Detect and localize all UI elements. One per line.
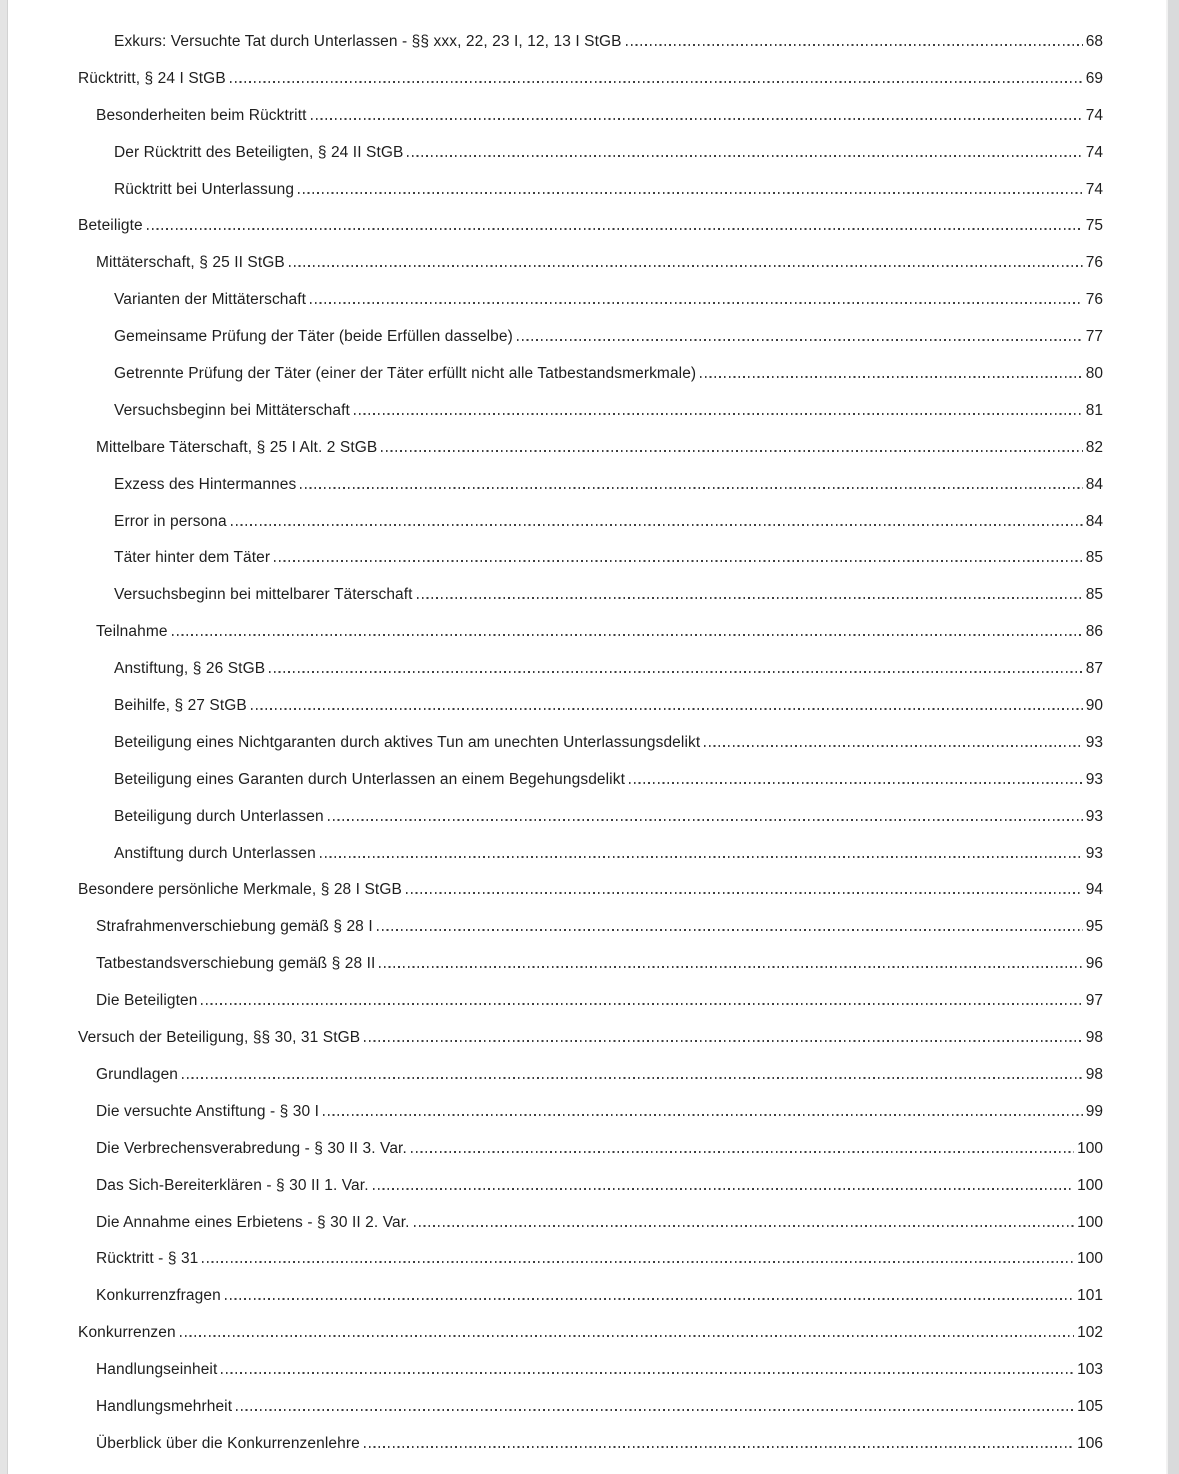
toc-entry-label[interactable]: Rücktritt bei Unterlassung <box>114 180 295 198</box>
dotted-leader <box>225 1298 1074 1300</box>
dotted-leader <box>364 1446 1074 1448</box>
toc-entry-label[interactable]: Getrennte Prüfung der Täter (einer der Täter erfüllt nicht alle Tatbestandsmerkmale) <box>114 365 697 383</box>
toc-entry[interactable] <box>78 688 1103 725</box>
dotted-leader <box>310 302 1083 304</box>
toc-page-number: 76 <box>1085 254 1103 272</box>
toc-page-number: 95 <box>1085 918 1103 936</box>
toc-entry-label[interactable]: Error in persona <box>114 512 227 530</box>
toc-entry-label[interactable]: Besondere persönliche Merkmale, § 28 I StGB <box>78 881 402 899</box>
toc-page-number: 102 <box>1077 1324 1103 1342</box>
toc-entry[interactable] <box>78 872 1103 909</box>
toc-entry[interactable] <box>78 1389 1103 1426</box>
dotted-leader <box>311 118 1083 120</box>
toc-entry[interactable] <box>78 504 1103 541</box>
toc-entry-label[interactable]: Handlungsmehrheit <box>96 1397 233 1415</box>
toc-entry[interactable] <box>78 1352 1103 1389</box>
toc-entry-label[interactable]: Exzess des Hintermannes <box>114 475 297 493</box>
toc-page-number: 101 <box>1077 1287 1103 1305</box>
toc-entry-label[interactable]: Konkurrenzfragen <box>96 1287 221 1305</box>
toc-entry[interactable] <box>78 1426 1103 1463</box>
toc-page-number: 100 <box>1077 1176 1103 1194</box>
toc-entry[interactable] <box>78 1020 1103 1057</box>
toc-entry[interactable] <box>78 98 1103 135</box>
toc-page-number: 69 <box>1085 69 1103 87</box>
toc-page-number: 99 <box>1085 1102 1103 1120</box>
toc-entry-label[interactable]: Exkurs: Versuchte Tat durch Unterlassen - §§ xxx, 22, 23 I, 12, 13 I StGB <box>114 33 622 50</box>
toc-entry-label[interactable]: Rücktritt, § 24 I StGB <box>78 69 226 87</box>
toc-entry-label[interactable]: Beteiligte <box>78 217 143 235</box>
toc-page-number: 75 <box>1085 217 1103 235</box>
toc-entry[interactable] <box>78 135 1103 172</box>
dotted-leader <box>414 1225 1075 1227</box>
toc-entry[interactable] <box>78 1315 1103 1352</box>
table-of-contents <box>78 24 1103 1463</box>
toc-entry-label[interactable]: Beteiligung durch Unterlassen <box>114 807 324 825</box>
dotted-leader <box>230 81 1083 83</box>
toc-entry[interactable] <box>78 1205 1103 1242</box>
dotted-leader <box>251 708 1083 710</box>
toc-page-number: 85 <box>1085 586 1103 604</box>
toc-entry-label[interactable]: Mittelbare Täterschaft, § 25 I Alt. 2 StGB <box>96 438 378 456</box>
toc-entry-label[interactable]: Beteiligung eines Garanten durch Unterlassen an einem Begehungsdelikt <box>114 770 625 788</box>
toc-page-number: 93 <box>1085 807 1103 825</box>
toc-page-number: 87 <box>1085 660 1103 678</box>
toc-entry-label[interactable]: Die versuchte Anstiftung - § 30 I <box>96 1102 320 1120</box>
dotted-leader <box>300 487 1082 489</box>
toc-entry-label[interactable]: Versuchsbeginn bei mittelbarer Täterschaft <box>114 586 413 604</box>
toc-page-number: 68 <box>1085 33 1103 50</box>
toc-entry[interactable] <box>78 1241 1103 1278</box>
toc-entry[interactable] <box>78 245 1103 282</box>
toc-entry[interactable] <box>78 946 1103 983</box>
toc-page-number: 86 <box>1085 623 1103 641</box>
toc-entry-label[interactable]: Grundlagen <box>96 1065 179 1083</box>
dotted-leader <box>298 192 1083 194</box>
toc-entry-label[interactable]: Rücktritt - § 31 <box>96 1250 199 1268</box>
dotted-leader <box>517 339 1083 341</box>
toc-entry-label[interactable]: Versuch der Beteiligung, §§ 30, 31 StGB <box>78 1029 361 1047</box>
page-edge-right[interactable] <box>1166 0 1179 1474</box>
dotted-leader <box>407 155 1082 157</box>
toc-entry-label[interactable]: Besonderheiten beim Rücktritt <box>96 106 307 124</box>
toc-page-number: 96 <box>1085 955 1103 973</box>
document-page <box>8 0 1166 1474</box>
toc-entry[interactable] <box>78 208 1103 245</box>
toc-entry-label[interactable]: Überblick über die Konkurrenzenlehre <box>96 1434 360 1452</box>
toc-page-number: 74 <box>1085 143 1103 161</box>
toc-entry[interactable] <box>78 799 1103 836</box>
dotted-leader <box>201 1003 1082 1005</box>
toc-entry-label[interactable]: Die Beteiligten <box>96 992 198 1010</box>
dotted-leader <box>373 1188 1075 1190</box>
toc-entry-label[interactable]: Beteiligung eines Nichtgaranten durch aktives Tun am unechten Unterlassungsdelikt <box>114 733 701 751</box>
toc-entry-label[interactable]: Versuchsbeginn bei Mittäterschaft <box>114 401 350 419</box>
dotted-leader <box>182 1077 1083 1079</box>
toc-page-number: 90 <box>1085 697 1103 715</box>
toc-entry[interactable] <box>78 762 1103 799</box>
toc-entry[interactable] <box>78 540 1103 577</box>
dotted-leader <box>147 228 1083 230</box>
toc-page-number: 100 <box>1077 1139 1103 1157</box>
toc-page-number: 105 <box>1077 1397 1103 1415</box>
dotted-leader <box>274 560 1083 562</box>
toc-entry-label[interactable]: Das Sich-Bereiterklären - § 30 II 1. Var. <box>96 1176 369 1194</box>
toc-entry-label[interactable]: Mittäterschaft, § 25 II StGB <box>96 254 285 272</box>
dotted-leader <box>320 856 1083 858</box>
toc-page-number: 77 <box>1085 328 1103 346</box>
toc-entry[interactable] <box>78 1278 1103 1315</box>
dotted-leader <box>328 819 1083 821</box>
dotted-leader <box>379 966 1082 968</box>
dotted-leader <box>323 1114 1083 1116</box>
toc-entry-label[interactable]: Die Annahme eines Erbietens - § 30 II 2. Var. <box>96 1213 410 1231</box>
toc-entry-label[interactable]: Täter hinter dem Täter <box>114 549 271 567</box>
dotted-leader <box>172 634 1083 636</box>
toc-entry-label[interactable]: Anstiftung durch Unterlassen <box>114 844 316 862</box>
toc-page-number: 80 <box>1085 365 1103 383</box>
toc-entry[interactable] <box>78 1168 1103 1205</box>
toc-entry[interactable] <box>78 356 1103 393</box>
dotted-leader <box>377 929 1083 931</box>
toc-entry-label[interactable]: Konkurrenzen <box>78 1324 176 1342</box>
dotted-leader <box>417 597 1083 599</box>
toc-entry[interactable] <box>78 430 1103 467</box>
dotted-leader <box>381 450 1082 452</box>
toc-page-number: 94 <box>1085 881 1103 899</box>
dotted-leader <box>231 524 1083 526</box>
toc-entry[interactable] <box>78 836 1103 873</box>
toc-entry[interactable] <box>78 172 1103 209</box>
toc-page-number: 100 <box>1077 1213 1103 1231</box>
toc-entry[interactable] <box>78 24 1103 61</box>
toc-entry-label[interactable]: Gemeinsame Prüfung der Täter (beide Erfüllen dasselbe) <box>114 328 513 346</box>
toc-entry-label[interactable]: Teilnahme <box>96 623 168 641</box>
toc-entry[interactable] <box>78 651 1103 688</box>
toc-page-number: 103 <box>1077 1361 1103 1379</box>
dotted-leader <box>202 1261 1074 1263</box>
toc-page-number: 85 <box>1085 549 1103 567</box>
toc-page-number: 97 <box>1085 992 1103 1010</box>
dotted-leader <box>221 1372 1074 1374</box>
dotted-leader <box>364 1040 1083 1042</box>
toc-entry[interactable] <box>78 1057 1103 1094</box>
toc-entry-label[interactable]: Tatbestandsverschiebung gemäß § 28 II <box>96 955 376 973</box>
toc-entry[interactable] <box>78 577 1103 614</box>
toc-page-number: 84 <box>1085 475 1103 493</box>
toc-entry-label[interactable]: Der Rücktritt des Beteiligten, § 24 II StGB <box>114 143 404 161</box>
page-edge-left <box>0 0 8 1474</box>
toc-entry-label[interactable]: Handlungseinheit <box>96 1361 218 1379</box>
toc-page-number: 98 <box>1085 1029 1103 1047</box>
toc-entry-label[interactable]: Die Verbrechensverabredung - § 30 II 3. Var. <box>96 1139 407 1157</box>
toc-entry[interactable] <box>78 983 1103 1020</box>
toc-entry[interactable] <box>78 61 1103 98</box>
toc-page-number: 74 <box>1085 106 1103 124</box>
dotted-leader <box>236 1409 1074 1411</box>
toc-page-number: 76 <box>1085 291 1103 309</box>
dotted-leader <box>289 265 1083 267</box>
toc-entry[interactable] <box>78 614 1103 651</box>
toc-entry[interactable] <box>78 282 1103 319</box>
toc-page-number: 81 <box>1085 401 1103 419</box>
toc-entry[interactable] <box>78 319 1103 356</box>
toc-page-number: 74 <box>1085 180 1103 198</box>
toc-page-number: 93 <box>1085 733 1103 751</box>
toc-entry[interactable] <box>78 467 1103 504</box>
dotted-leader <box>704 745 1083 747</box>
toc-entry[interactable] <box>78 725 1103 762</box>
toc-entry[interactable] <box>78 393 1103 430</box>
toc-page-number: 93 <box>1085 844 1103 862</box>
toc-page-number: 93 <box>1085 770 1103 788</box>
toc-entry[interactable] <box>78 1094 1103 1131</box>
dotted-leader <box>700 376 1083 378</box>
toc-entry-label[interactable]: Anstiftung, § 26 StGB <box>114 660 266 678</box>
toc-entry-label[interactable]: Strafrahmenverschiebung gemäß § 28 I <box>96 918 373 936</box>
toc-page-number: 100 <box>1077 1250 1103 1268</box>
toc-page-number: 106 <box>1077 1434 1103 1452</box>
toc-entry-label[interactable]: Varianten der Mittäterschaft <box>114 291 307 309</box>
toc-page-number: 98 <box>1085 1065 1103 1083</box>
toc-page-number: 82 <box>1085 438 1103 456</box>
toc-entry-label[interactable]: Beihilfe, § 27 StGB <box>114 697 247 715</box>
dotted-leader <box>269 671 1083 673</box>
dotted-leader <box>180 1335 1074 1337</box>
dotted-leader <box>406 892 1083 894</box>
dotted-leader <box>354 413 1083 415</box>
dotted-leader <box>626 44 1083 46</box>
toc-entry[interactable] <box>78 909 1103 946</box>
dotted-leader <box>411 1151 1074 1153</box>
toc-page-number: 84 <box>1085 512 1103 530</box>
toc-entry[interactable] <box>78 1131 1103 1168</box>
dotted-leader <box>629 782 1083 784</box>
